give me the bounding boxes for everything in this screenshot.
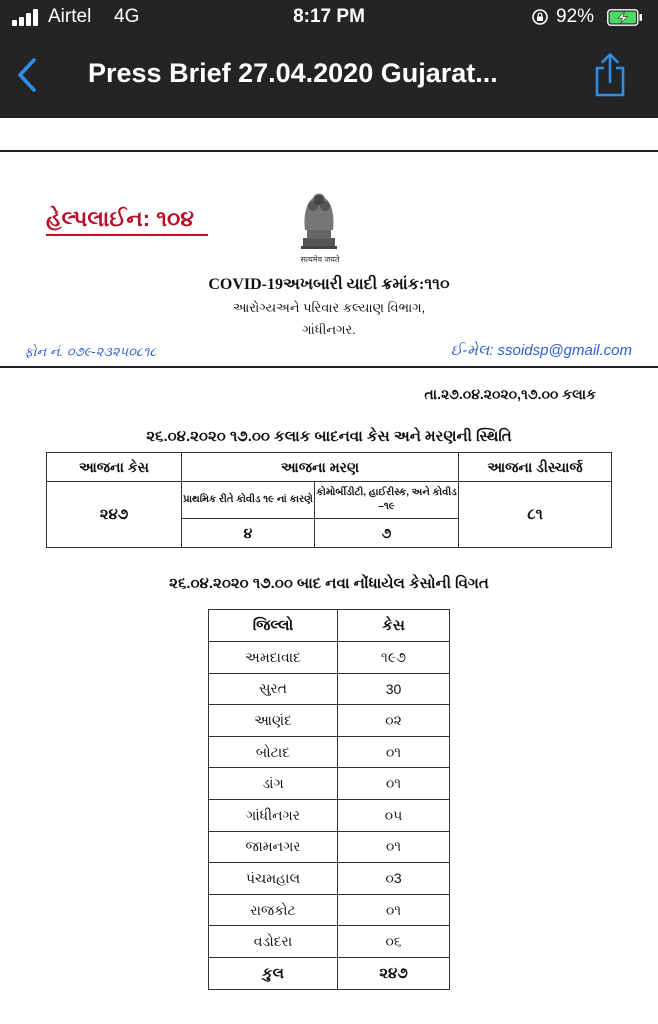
district-name: વડોદરા [209, 926, 338, 958]
deaths-comorbid-value: ૭ [315, 519, 459, 548]
district-name: અમદાવાદ [209, 642, 338, 674]
district-name: પંચમહાલ [209, 863, 338, 895]
report-date: તા.૨૭.૦૪.૨૦૨૦,૧૭.૦૦ કલાક [424, 386, 596, 402]
total-label: કુલ [209, 957, 338, 989]
district-name: ગાંધીનગર [209, 799, 338, 831]
district-name: જામનગર [209, 831, 338, 863]
table-row [209, 768, 450, 800]
document-title: Press Brief 27.04.2020 Gujarat... [88, 58, 498, 88]
app-chrome [0, 0, 658, 118]
status-table-heading: ૨૬.૦૪.૨૦૨૦ ૧૭.૦૦ કલાક બાદનવા કેસ અને મરણની સ્થિતિ [146, 428, 512, 445]
table-row [209, 894, 450, 926]
status-time: 8:17 PM [293, 6, 365, 27]
chevron-left-icon[interactable] [12, 56, 40, 94]
table-row [209, 642, 450, 674]
district-name: ડાંગ [209, 768, 338, 800]
header-deaths-covid: પ્રાથમિક રીતે કોવીડ ૧૯ નાં કારણે [182, 482, 315, 519]
helpline-number: હેલ્પલાઈન: ૧૦૪ [46, 206, 194, 231]
battery-percentage: 92% [556, 6, 595, 27]
document-page[interactable] [0, 118, 658, 1024]
status-bar [0, 0, 658, 36]
carrier-name: Airtel [48, 6, 92, 27]
district-cases-table [208, 609, 450, 990]
district-cases: ૧૯૭ [338, 642, 450, 674]
district-cases: ૦૧ [338, 894, 450, 926]
cases-deaths-table [46, 452, 612, 548]
network-type: 4G [114, 6, 140, 27]
email-address[interactable]: ઈ-મેલ: ssoidsp@gmail.com [450, 342, 632, 359]
header-today-deaths: આજના મરણ [182, 453, 459, 482]
share-icon[interactable] [592, 52, 628, 98]
national-emblem-icon [293, 184, 345, 262]
table-row [209, 673, 450, 705]
district-cases: ૦૧ [338, 831, 450, 863]
emblem-motto: सत्यमेव जयते [300, 255, 340, 264]
phone-number: ફોન નં. ૦૭૯-૨૩૨૫૦૮૧૮ [24, 344, 157, 359]
district-name: આણંદ [209, 705, 338, 737]
district-cases: ૦૧ [338, 768, 450, 800]
deaths-covid-value: ૪ [182, 519, 315, 548]
table-row [209, 705, 450, 737]
table-row [209, 926, 450, 958]
total-cases: ૨૪૭ [338, 957, 450, 989]
table-row [209, 831, 450, 863]
press-release-number: COVID-19અખબારી યાદી ક્રમાંક:૧૧૦ [208, 276, 450, 293]
district-cases: ૦૬ [338, 926, 450, 958]
district-cases: ૦૧ [338, 736, 450, 768]
today-cases-value: ૨૪૭ [47, 482, 182, 548]
header-today-cases: આજના કેસ [47, 453, 182, 482]
battery-charging-icon [607, 9, 643, 26]
department-name: આરોગ્યઅને પરિવાર કલ્યાણ વિભાગ, [232, 300, 426, 315]
district-cases: ૦3 [338, 863, 450, 895]
header-divider [0, 150, 658, 152]
letterhead-divider [0, 366, 658, 368]
helpline-underline [46, 234, 208, 236]
header-district: જિલ્લો [209, 610, 338, 642]
header-today-discharge: આજના ડીસ્ચાર્જ [459, 453, 612, 482]
header-cases: કેસ [338, 610, 450, 642]
city-name: ગાંધીનગર. [302, 322, 356, 337]
table-row [209, 799, 450, 831]
total-row [209, 957, 450, 989]
today-discharge-value: ૮૧ [459, 482, 612, 548]
table-row [209, 736, 450, 768]
district-name: રાજકોટ [209, 894, 338, 926]
header-deaths-comorbid: કોમોર્બીડીટી, હાઈરીસ્ક, અને કોવીડ –૧૯ [315, 482, 459, 519]
navigation-bar [0, 44, 658, 106]
district-cases: ૦૨ [338, 705, 450, 737]
district-cases: ૦૫ [338, 799, 450, 831]
district-table-heading: ૨૬.૦૪.૨૦૨૦ ૧૭.૦૦ બાદ નવા નોંધાયેલ કેસોની વિગત [169, 575, 489, 592]
table-row [209, 863, 450, 895]
district-name: સુરત [209, 673, 338, 705]
district-cases: 30 [338, 673, 450, 705]
orientation-lock-icon [532, 9, 548, 25]
district-name: બોટાદ [209, 736, 338, 768]
